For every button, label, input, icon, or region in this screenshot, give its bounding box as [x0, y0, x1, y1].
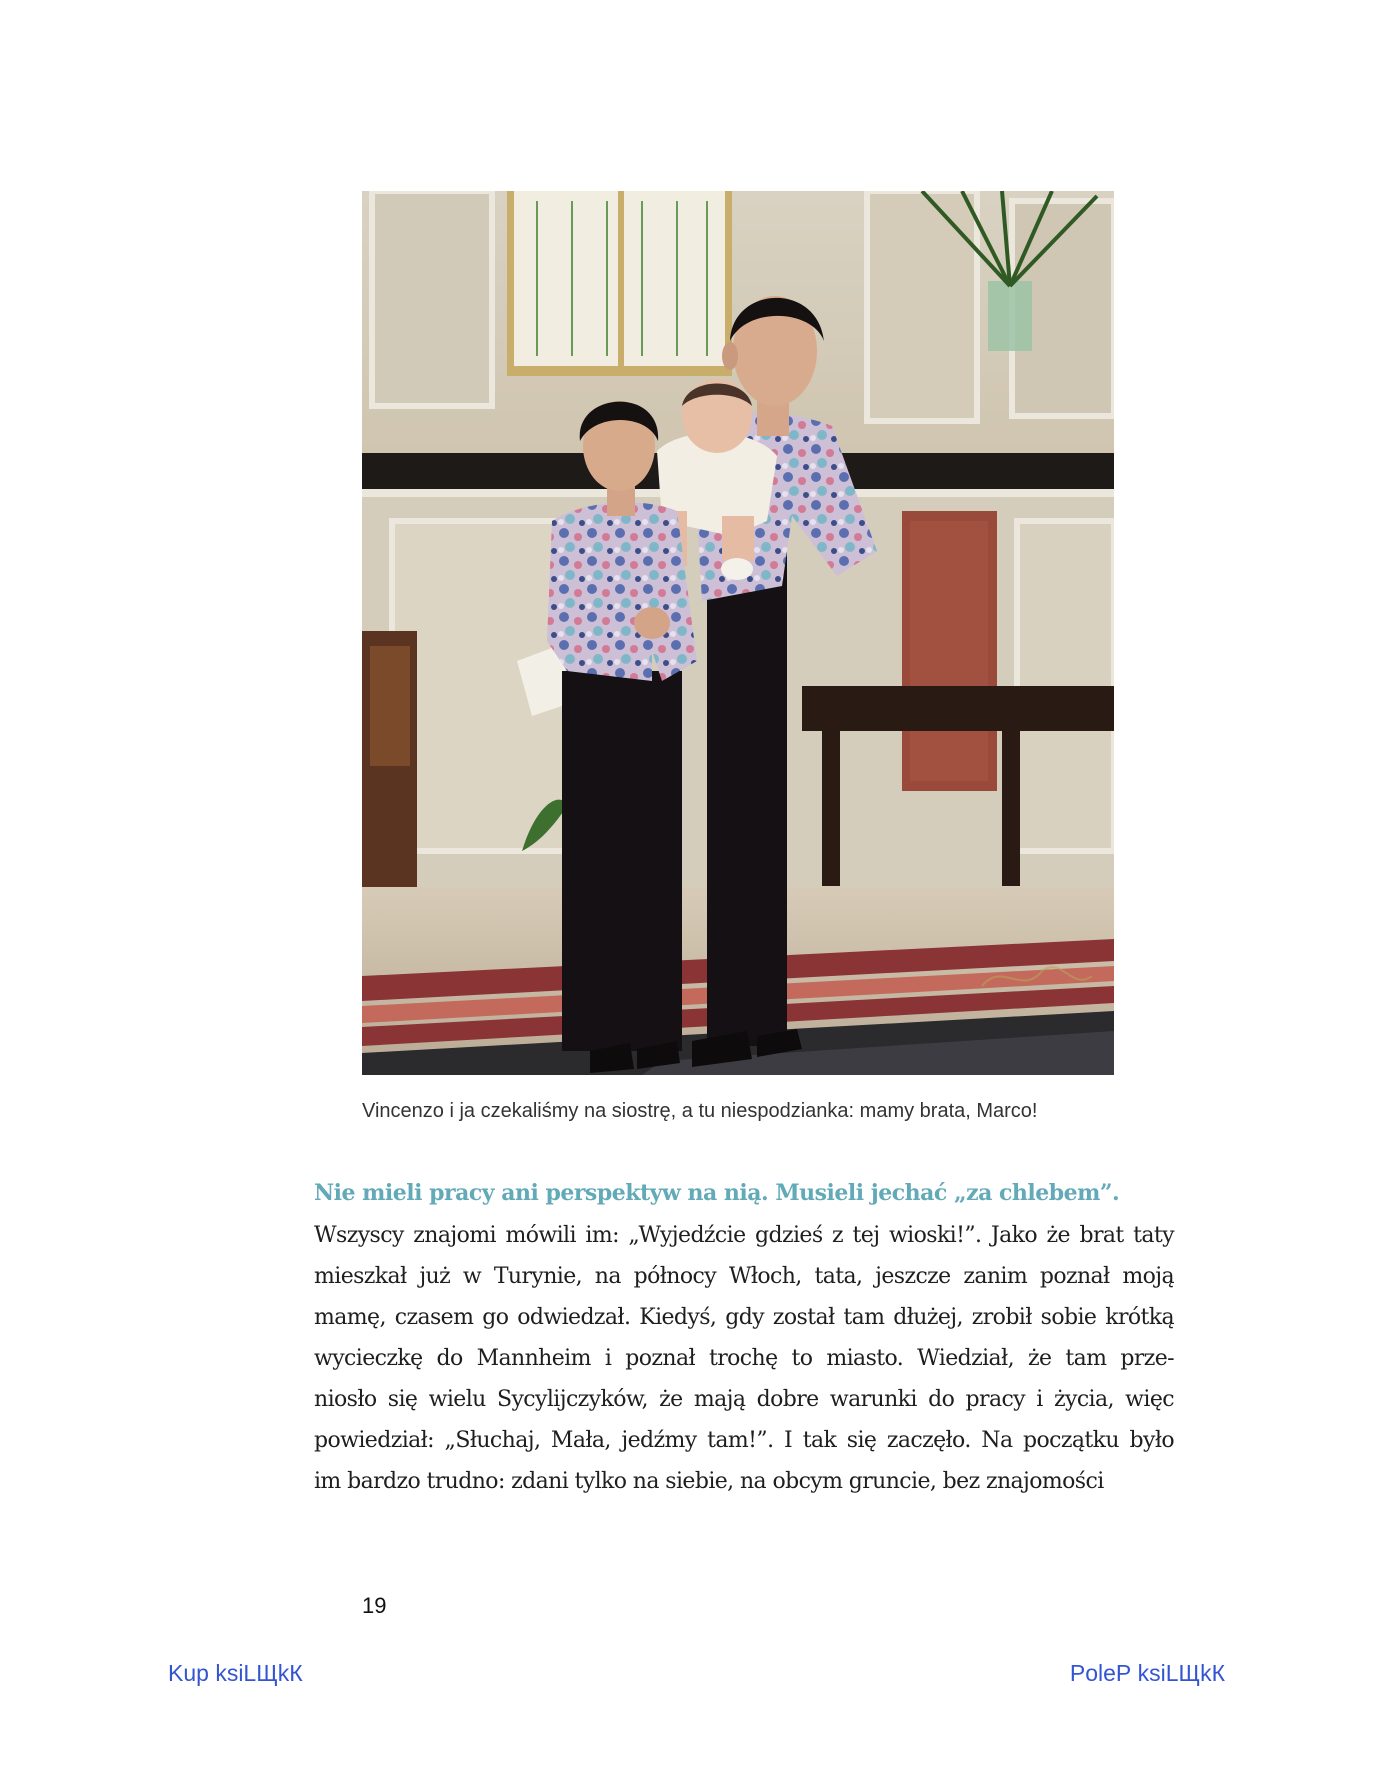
photo	[362, 191, 1114, 1075]
page-number: 19	[362, 1593, 387, 1618]
recommend-book-link[interactable]: PoleР ksiLЩkК	[1069, 1660, 1225, 1686]
lead-sentence: Nie mieli pracy ani perspektyw na nią. Musieli jechać „za chlebem”.	[314, 1180, 1120, 1206]
text-line: im bardzo trudno: zdani tylko na siebie, na obcym gruncie, bez znajomości	[314, 1469, 1104, 1494]
text-line: wycieczkę do Mannheim i poznał trochę to miasto. Wiedział, że tam prze-	[314, 1346, 1174, 1371]
text-line: powiedział: „Słuchaj, Mała, jedźmy tam!”. I tak się zaczęło. Na początku było	[314, 1428, 1174, 1453]
text-line: mieszkał już w Turynie, na północy Włoch, tata, jeszcze zanim poznał moją	[314, 1264, 1174, 1289]
buy-book-link[interactable]: Kup ksiLЩkК	[168, 1660, 303, 1686]
photo-caption: Vincenzo i ja czekaliśmy na siostrę, a tu niespodzianka: mamy brata, Marco!	[362, 1100, 1038, 1122]
text-line: niosło się wielu Sycylijczyków, że mają dobre warunki do pracy i życia, więc	[314, 1387, 1174, 1412]
text-line: mamę, czasem go odwiedzał. Kiedyś, gdy został tam dłużej, zrobił sobie krótką	[314, 1305, 1174, 1330]
body-paragraph	[314, 1215, 1174, 1502]
text-line: Wszyscy znajomi mówili im: „Wyjedźcie gdzieś z tej wioski!”. Jako że brat taty	[314, 1223, 1174, 1248]
